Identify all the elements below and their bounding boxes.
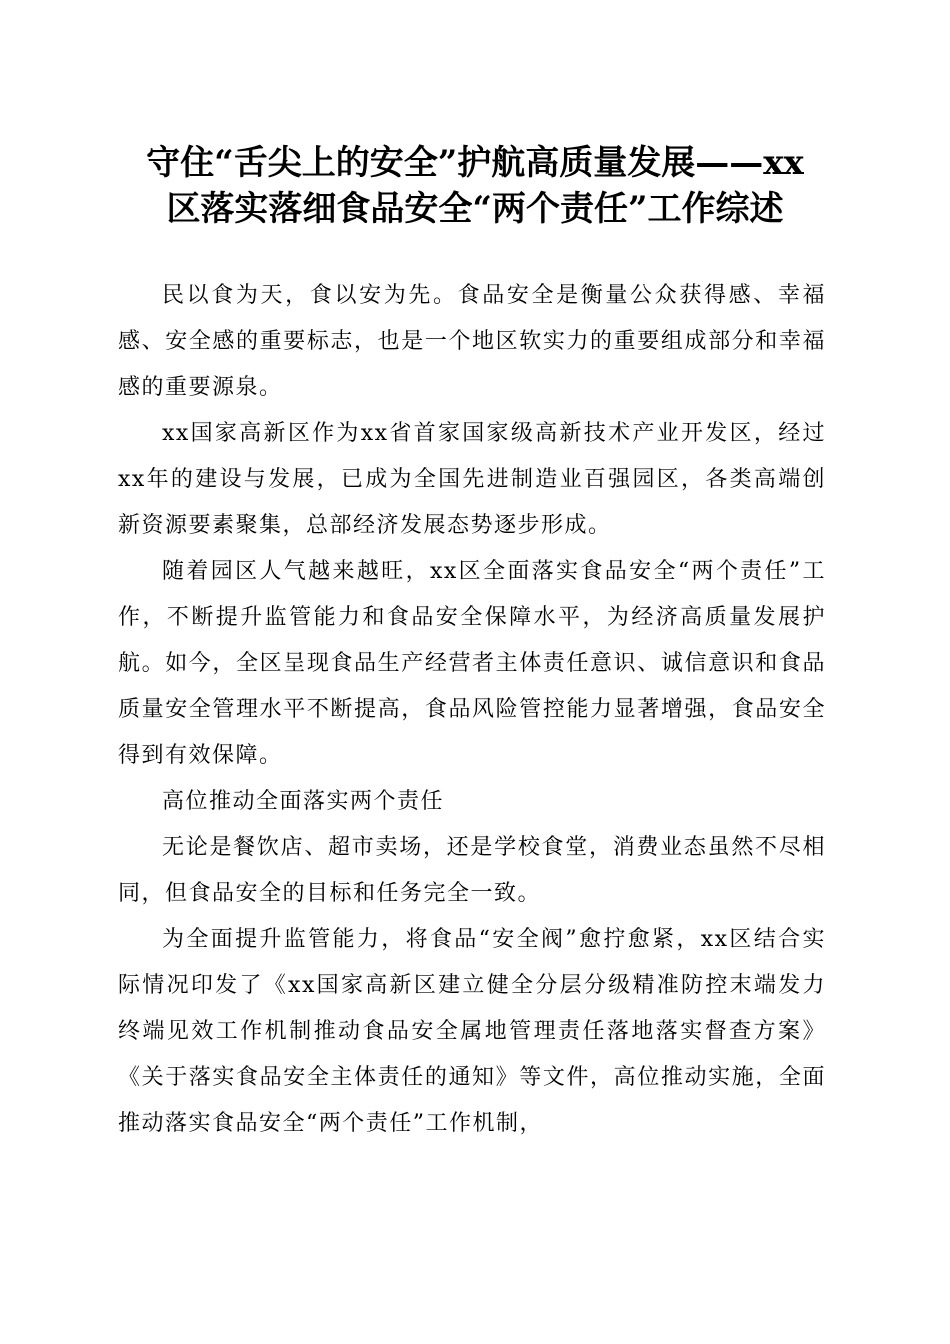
paragraph-consumer-formats: 无论是餐饮店、超市卖场，还是学校食堂，消费业态虽然不尽相同，但食品安全的目标和任务完全一致。 (118, 835, 826, 906)
paragraph-safety-work: 随着园区人气越来越旺，xx区全面落实食品安全“两个责任”工作，不断提升监管能力和食品安全保障水平，为经济高质量发展护航。如今，全区呈现食品生产经营者主体责任意识、诚信意识和食品质量安全管理水平不断提高，食品风险管控能力显著增强，食品安全得到有效保障。 (118, 559, 826, 768)
document-body (118, 273, 826, 1147)
paragraph-district-overview: xx国家高新区作为xx省首家国家级高新技术产业开发区，经过xx年的建设与发展，已成为全国先进制造业百强园区，各类高端创新资源要素聚集，总部经济发展态势逐步形成。 (118, 421, 826, 538)
paragraph-regulation-documents: 为全面提升监管能力，将食品“安全阀”愈拧愈紧，xx区结合实际情况印发了《xx国家高新区建立健全分层分级精准防控末端发力终端见效工作机制推动食品安全属地管理责任落地落实督查方案》《关于落实食品安全主体责任的通知》等文件，高位推动实施，全面推动落实食品安全“两个责任”工作机制， (118, 927, 826, 1136)
document-title (100, 140, 850, 232)
section-heading: 高位推动全面落实两个责任 (162, 789, 445, 814)
paragraph-intro: 民以食为天，食以安为先。食品安全是衡量公众获得感、幸福感、安全感的重要标志，也是一个地区软实力的重要组成部分和幸福感的重要源泉。 (118, 283, 826, 400)
title-line-1: 守住“舌尖上的安全”护航高质量发展——xx (146, 143, 804, 183)
title-line-2: 区落实落细食品安全“两个责任”工作综述 (166, 189, 784, 229)
